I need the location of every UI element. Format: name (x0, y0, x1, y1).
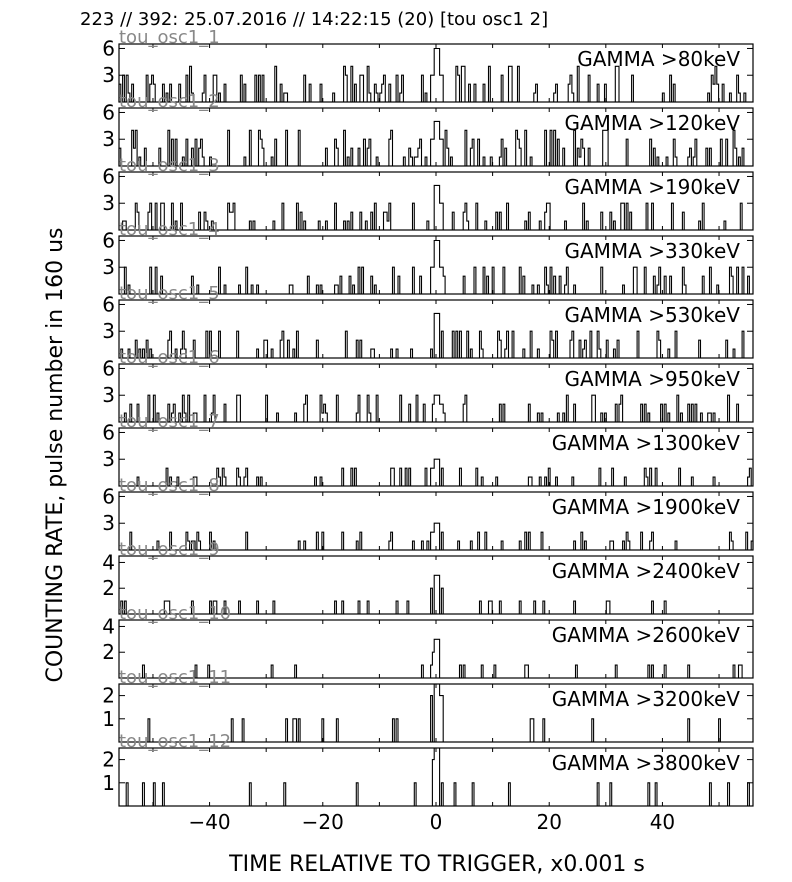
x-axis (188, 810, 675, 834)
panel-label: GAMMA >2400keV (551, 559, 740, 583)
panel-label: GAMMA >120keV (564, 111, 740, 135)
panel-label: GAMMA >2600keV (551, 623, 740, 647)
y-tick-label: 3 (102, 447, 115, 472)
x-tick-label: 20 (536, 810, 562, 834)
chart-title: 223 // 392: 25.07.2016 // 14:22:15 (20) [tou osc1 2] (80, 9, 549, 30)
y-tick-label: 2 (102, 683, 115, 708)
panel-source-tag: tou_osc1_3 (119, 155, 220, 176)
panel-label: GAMMA >190keV (564, 175, 740, 199)
y-tick-label: 3 (102, 191, 115, 216)
panel-label: GAMMA >80keV (577, 47, 740, 71)
panel-source-tag: tou_osc1_5 (119, 283, 220, 304)
x-tick-label: 40 (649, 810, 676, 834)
y-tick-label: 4 (102, 614, 115, 639)
panel-source-tag: tou_osc1_11 (119, 667, 232, 688)
panel-source-tag: tou_osc1_7 (119, 411, 220, 432)
panel-source-tag: tou_osc1_10 (119, 603, 232, 624)
y-tick-label: 1 (102, 706, 115, 731)
panel-source-tag: tou_osc1_8 (119, 475, 220, 496)
y-tick-label: 6 (102, 228, 115, 253)
y-tick-label: 3 (102, 255, 115, 280)
x-tick-label: −20 (301, 810, 344, 834)
y-tick-label: 2 (102, 576, 115, 601)
panel-source-tag: tou_osc1_9 (119, 539, 220, 560)
y-tick-label: 1 (102, 770, 115, 795)
panel-source-tag: tou_osc1_6 (119, 347, 220, 368)
y-axis-label: COUNTING RATE, pulse number in 160 us (43, 227, 68, 683)
panel-label: GAMMA >530keV (564, 303, 740, 327)
panel-source-tag: tou_osc1_2 (119, 91, 220, 112)
y-tick-label: 3 (102, 511, 115, 536)
panel-source-tag: tou_osc1_12 (119, 731, 232, 752)
y-tick-label: 2 (102, 747, 115, 772)
y-tick-label: 4 (102, 550, 115, 575)
y-tick-label: 3 (102, 319, 115, 344)
panel-source-tag: tou_osc1_1 (119, 27, 220, 48)
x-tick-label: 0 (429, 810, 443, 834)
panel-label: GAMMA >950keV (564, 367, 740, 391)
y-tick-label: 2 (102, 640, 115, 665)
y-tick-label: 6 (102, 100, 115, 125)
panel-label: GAMMA >1900keV (551, 495, 740, 519)
y-tick-label: 6 (102, 36, 115, 61)
panel-label: GAMMA >330keV (564, 239, 740, 263)
y-tick-label: 3 (102, 127, 115, 152)
y-tick-label: 6 (102, 356, 115, 381)
y-tick-label: 6 (102, 484, 115, 509)
y-tick-label: 6 (102, 420, 115, 445)
panel-source-tag: tou_osc1_4 (119, 219, 220, 240)
x-axis-label: TIME RELATIVE TO TRIGGER, x0.001 s (229, 852, 645, 877)
panel-label: GAMMA >1300keV (551, 431, 740, 455)
panel-label: GAMMA >3200keV (551, 687, 740, 711)
y-tick-label: 6 (102, 292, 115, 317)
y-tick-label: 6 (102, 164, 115, 189)
panel-label: GAMMA >3800keV (551, 751, 740, 775)
y-tick-label: 3 (102, 383, 115, 408)
x-tick-label: −40 (188, 810, 231, 834)
y-tick-label: 3 (102, 63, 115, 88)
panel-stack (102, 27, 753, 806)
